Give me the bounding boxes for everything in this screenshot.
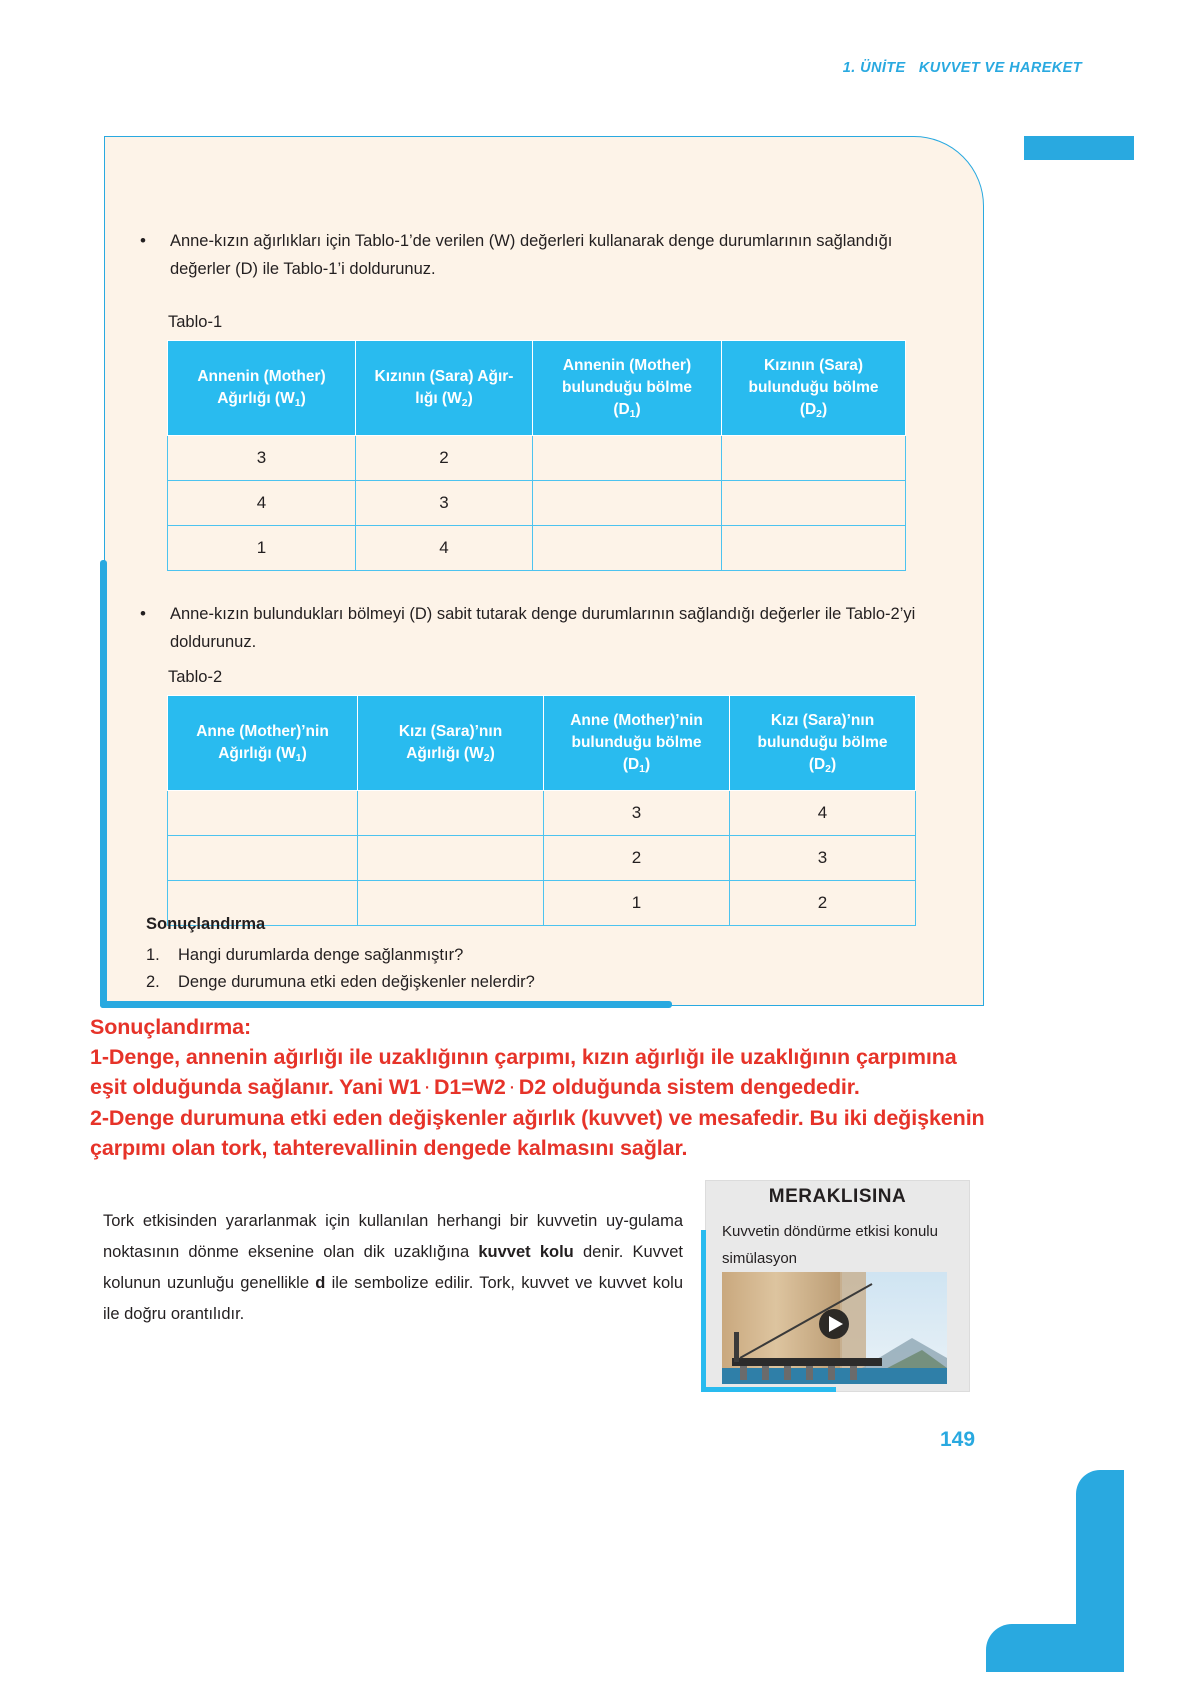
table2-cell[interactable] [358, 881, 544, 926]
question-text: Denge durumuna etki eden değişkenler nelerdir? [178, 973, 535, 991]
answer-line-4: çarpımı olan tork, tahterevallinin dengede kalmasını sağlar. [90, 1136, 688, 1161]
curiosity-subtitle: Kuvvetin döndürme etkisi konulu simülasyon [722, 1223, 938, 1267]
list-item [146, 969, 535, 996]
table1-cell[interactable]: 1 [168, 526, 356, 571]
answer-line-2-c: D2 olduğunda sistem dengededir. [518, 1075, 860, 1099]
panel-bottom-accent [100, 1001, 672, 1008]
table-2 [167, 695, 916, 926]
table1-cell[interactable]: 4 [168, 481, 356, 526]
table1-cell[interactable] [722, 526, 906, 571]
answer-line-1: 1-Denge, annenin ağırlığı ile uzaklığının çarpımı, kızın ağırlığı ile uzaklığının çarpımına [90, 1045, 957, 1069]
multiplication-dot-icon: · [505, 1079, 519, 1097]
table1-col-d1: Annenin (Mother) bulunduğu bölme $(D_1)$ [533, 341, 722, 436]
table1-cell[interactable] [722, 481, 906, 526]
table2-cell[interactable]: 1 [544, 881, 730, 926]
bullet-marker: • [140, 231, 146, 250]
instruction-bullet-1 [140, 227, 940, 283]
body-text-part-3: ile sembolize edilir. Tork, kuvvet ve kuvvet kolu ile doğru orantılıdır. [103, 1274, 683, 1323]
conclusion-question-list [146, 942, 535, 996]
table1-caption: Tablo-1 [168, 313, 223, 331]
table2-cell[interactable]: 2 [544, 836, 730, 881]
page-corner-decoration [1076, 1470, 1124, 1630]
table2-col-w2: Kızı (Sara)’nın Ağırlığı $(W_2)$ [358, 696, 544, 791]
table1-cell[interactable]: 4 [356, 526, 533, 571]
table1-header-row [168, 341, 906, 436]
answer-heading: Sonuçlandırma: [90, 1015, 252, 1039]
table2-cell[interactable]: 2 [730, 881, 916, 926]
bullet-text: Anne-kızın bulundukları bölmeyi (D) sabit tutarak denge durumlarının sağlandığı değerler ile Tablo-2’yi doldurunuz. [169, 605, 916, 651]
question-text: Hangi durumlarda denge sağlanmıştır? [178, 946, 464, 964]
table2-cell[interactable] [358, 836, 544, 881]
table1-cell[interactable] [533, 526, 722, 571]
page-number: 149 [940, 1428, 976, 1451]
bullet-marker: • [140, 604, 146, 623]
table1-col-w2: Kızının (Sara) Ağır- lığı $(W_2)$ [356, 341, 533, 436]
table-row [168, 436, 906, 481]
table2-cell[interactable]: 3 [544, 791, 730, 836]
question-number: 1. [146, 946, 160, 964]
table1-cell[interactable]: 3 [168, 436, 356, 481]
answer-line-2-b: D1=W2 [433, 1075, 506, 1099]
table2-col-d2: Kızı (Sara)’nın bulunduğu bölme $(D_2)$ [730, 696, 916, 791]
table1-cell[interactable] [533, 481, 722, 526]
table1-col-w1: Annenin (Mother) Ağırlığı $(W_1)$ [168, 341, 356, 436]
table2-col-w1: Anne (Mother)’nin Ağırlığı $(W_1)$ [168, 696, 358, 791]
table-row [168, 481, 906, 526]
answer-line-3: 2-Denge durumuna etki eden değişkenler ağırlık (kuvvet) ve mesafedir. Bu iki değişkenin [90, 1106, 985, 1131]
table-row [168, 791, 916, 836]
table-1 [167, 340, 906, 571]
page-corner-decoration-2 [986, 1624, 1124, 1672]
simulation-thumbnail-image [722, 1272, 947, 1384]
table1-cell[interactable]: 3 [356, 481, 533, 526]
list-item [146, 942, 535, 969]
table2-cell[interactable] [358, 791, 544, 836]
table2-cell[interactable] [168, 791, 358, 836]
table2-cell[interactable]: 3 [730, 836, 916, 881]
question-number: 2. [146, 973, 160, 991]
curiosity-accent-left [701, 1230, 706, 1392]
table-row [168, 526, 906, 571]
curiosity-accent-bottom [701, 1387, 836, 1392]
table1-cell[interactable] [722, 436, 906, 481]
panel-left-accent [100, 560, 107, 1008]
body-bold-d: d [315, 1274, 326, 1292]
body-text-part-2: denir. Kuvvet kolunun uzunluğu genellikle [103, 1243, 683, 1292]
answer-line-2 [90, 1072, 1100, 1103]
body-bold-kuvvet-kolu: kuvvet kolu [478, 1243, 574, 1261]
table-row [168, 881, 916, 926]
table1-col-d2: Kızının (Sara) bulunduğu bölme $(D_2)$ [722, 341, 906, 436]
simulation-thumbnail[interactable] [722, 1272, 947, 1384]
body-text-part-1: Tork etkisinden yararlanmak için kullanılan herhangi bir kuvvetin uy-gulama noktasının dönme eksenine olan dik uzaklığına [103, 1212, 683, 1261]
body-paragraph [103, 1206, 683, 1330]
curiosity-title: MERAKLISINA [768, 1186, 907, 1207]
table2-col-d1: Anne (Mother)’nin bulunduğu bölme $(D_1)$ [544, 696, 730, 791]
answer-line-2-a: eşit olduğunda sağlanır. Yani W1 [90, 1075, 421, 1099]
bullet-text: Anne-kızın ağırlıkları için Tablo-1’de verilen (W) değerleri kullanarak denge durumlarının sağlandığı değerler (D) ile Tablo-1’i doldurunuz. [169, 232, 893, 278]
table2-cell[interactable] [168, 836, 358, 881]
instruction-bullet-2 [140, 600, 950, 656]
table-row [168, 836, 916, 881]
table1-cell[interactable] [533, 436, 722, 481]
table2-header-row [168, 696, 916, 791]
running-head: 1. ÜNİTE KUVVET VE HAREKET [842, 60, 1082, 76]
table2-cell[interactable]: 4 [730, 791, 916, 836]
multiplication-dot-icon: · [420, 1079, 434, 1097]
panel-corner-tab [1024, 136, 1134, 160]
answer-block [90, 1012, 1100, 1163]
table1-cell[interactable]: 2 [356, 436, 533, 481]
conclusion-heading: Sonuçlandırma [146, 915, 266, 933]
table2-caption: Tablo-2 [168, 668, 223, 686]
